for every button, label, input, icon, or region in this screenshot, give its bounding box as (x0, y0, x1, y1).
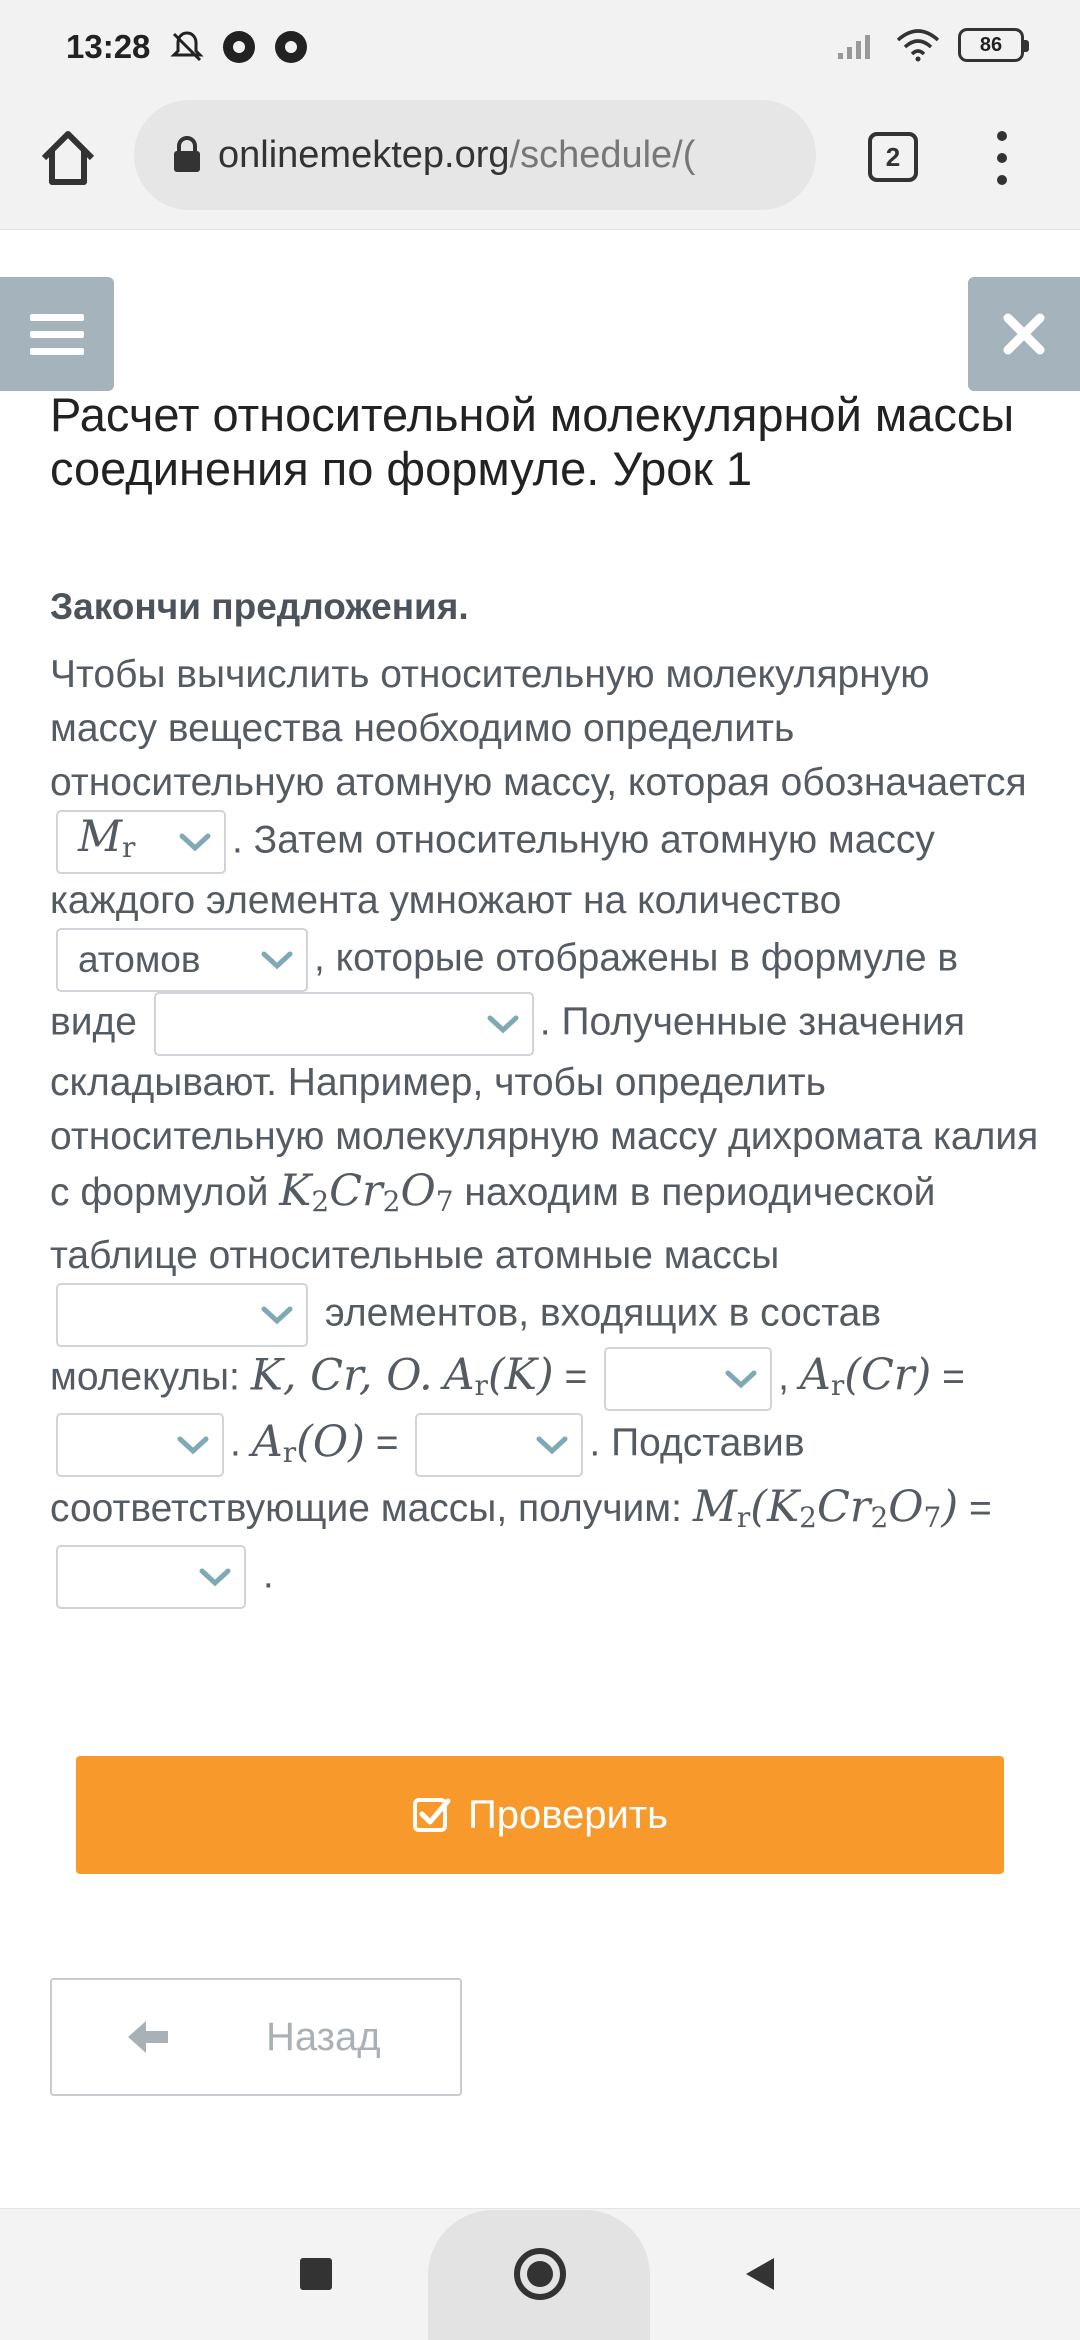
text-segment: . (230, 1421, 241, 1465)
ar-o: $A_r(O)$ (251, 1416, 365, 1469)
select-symbol[interactable] (56, 810, 226, 874)
lock-icon (172, 136, 202, 174)
chevron-down-icon (176, 1434, 210, 1456)
browser-toolbar (0, 96, 1080, 230)
task-heading: Закончи предложения. (50, 586, 469, 627)
chevron-down-icon (260, 1304, 294, 1326)
more-menu-icon[interactable] (987, 126, 1017, 190)
select-masses[interactable] (56, 1283, 308, 1347)
select-form[interactable] (154, 992, 534, 1056)
chevron-down-icon (486, 1013, 520, 1035)
mr-total: $M_r(K_2Cr_2O_7)$ (692, 1481, 959, 1534)
url-text (218, 134, 695, 177)
checkbox-check-icon (412, 1795, 452, 1835)
system-icons (836, 28, 1024, 62)
notification-icons (168, 28, 310, 66)
status-bar (0, 0, 1080, 96)
text-segment: , (778, 1355, 789, 1399)
check-button-label: Проверить (467, 1792, 669, 1837)
address-bar[interactable] (134, 100, 816, 210)
battery-indicator: 86 (958, 28, 1024, 62)
arrow-left-icon (126, 2019, 170, 2055)
tab-switcher-button[interactable]: 2 (868, 132, 918, 182)
text-segment: = (942, 1355, 965, 1399)
hamburger-menu-icon[interactable] (0, 277, 114, 391)
text-segment: . Полученные значения складывают. Например, чтобы определить относительную молекулярную массу дихромата калия с формулой (50, 1000, 1039, 1214)
wifi-icon (896, 28, 940, 62)
url-host: onlinemektep.org (218, 133, 510, 176)
chevron-down-icon (724, 1368, 758, 1390)
select-ar-k[interactable] (604, 1347, 772, 1411)
muted-bell-icon (168, 28, 206, 66)
text-segment: Чтобы вычислить относительную молекулярную массу вещества необходимо определить относительную атомную массу, которая обозначается (50, 653, 1027, 804)
text-segment: = (375, 1421, 399, 1465)
close-icon[interactable] (968, 277, 1080, 391)
chevron-down-icon (178, 831, 212, 853)
chevron-down-icon (535, 1434, 569, 1456)
status-time: 13:28 (66, 28, 151, 65)
task-text (50, 648, 1040, 1609)
home-circle-icon[interactable] (514, 2248, 566, 2300)
chrome-icon (272, 28, 310, 66)
ar-k: $A_r(K)$ (443, 1350, 554, 1403)
elements-list: K, Cr, O. (250, 1350, 433, 1401)
text-segment: находим в периодической таблице относительные атомные массы (50, 1171, 936, 1277)
select-value: $M_r$ (78, 811, 136, 864)
ar-cr: $A_r(Cr)$ (799, 1350, 932, 1403)
text-segment: = (968, 1486, 992, 1530)
formula-k2cr2o7: $K_2Cr_2O_7$ (279, 1166, 454, 1218)
select-value: атомов (78, 939, 201, 980)
text-segment: элементов, входящих в состав молекулы: (50, 1291, 882, 1399)
task-block (50, 580, 1040, 1609)
recents-icon[interactable] (300, 2258, 332, 2290)
text-segment: . Затем относительную атомную массу каждого элемента умножают на количество (50, 818, 935, 922)
text-segment: = (564, 1355, 588, 1399)
back-triangle-icon[interactable] (740, 2254, 780, 2294)
chevron-down-icon (260, 949, 294, 971)
back-button[interactable] (50, 1978, 462, 2096)
home-icon[interactable] (36, 126, 100, 190)
chrome-icon (220, 28, 258, 66)
signal-icon (836, 29, 878, 61)
text-segment: , которые отображены в формуле в виде (50, 936, 959, 1044)
url-path: /schedule/( (509, 133, 696, 176)
check-button[interactable] (76, 1756, 1004, 1874)
select-mr-total[interactable] (56, 1545, 246, 1609)
select-ar-cr[interactable] (56, 1413, 224, 1477)
back-button-label: Назад (266, 2014, 381, 2059)
text-segment: . Подставив соответствующие массы, получим: (50, 1421, 805, 1530)
select-ar-o[interactable] (415, 1413, 583, 1477)
page-title: Расчет относительной молекулярной массы соединения по формуле. Урок 1 (50, 388, 1015, 495)
select-quantity[interactable] (56, 928, 308, 992)
chevron-down-icon (198, 1566, 232, 1588)
text-segment: . (262, 1552, 274, 1596)
